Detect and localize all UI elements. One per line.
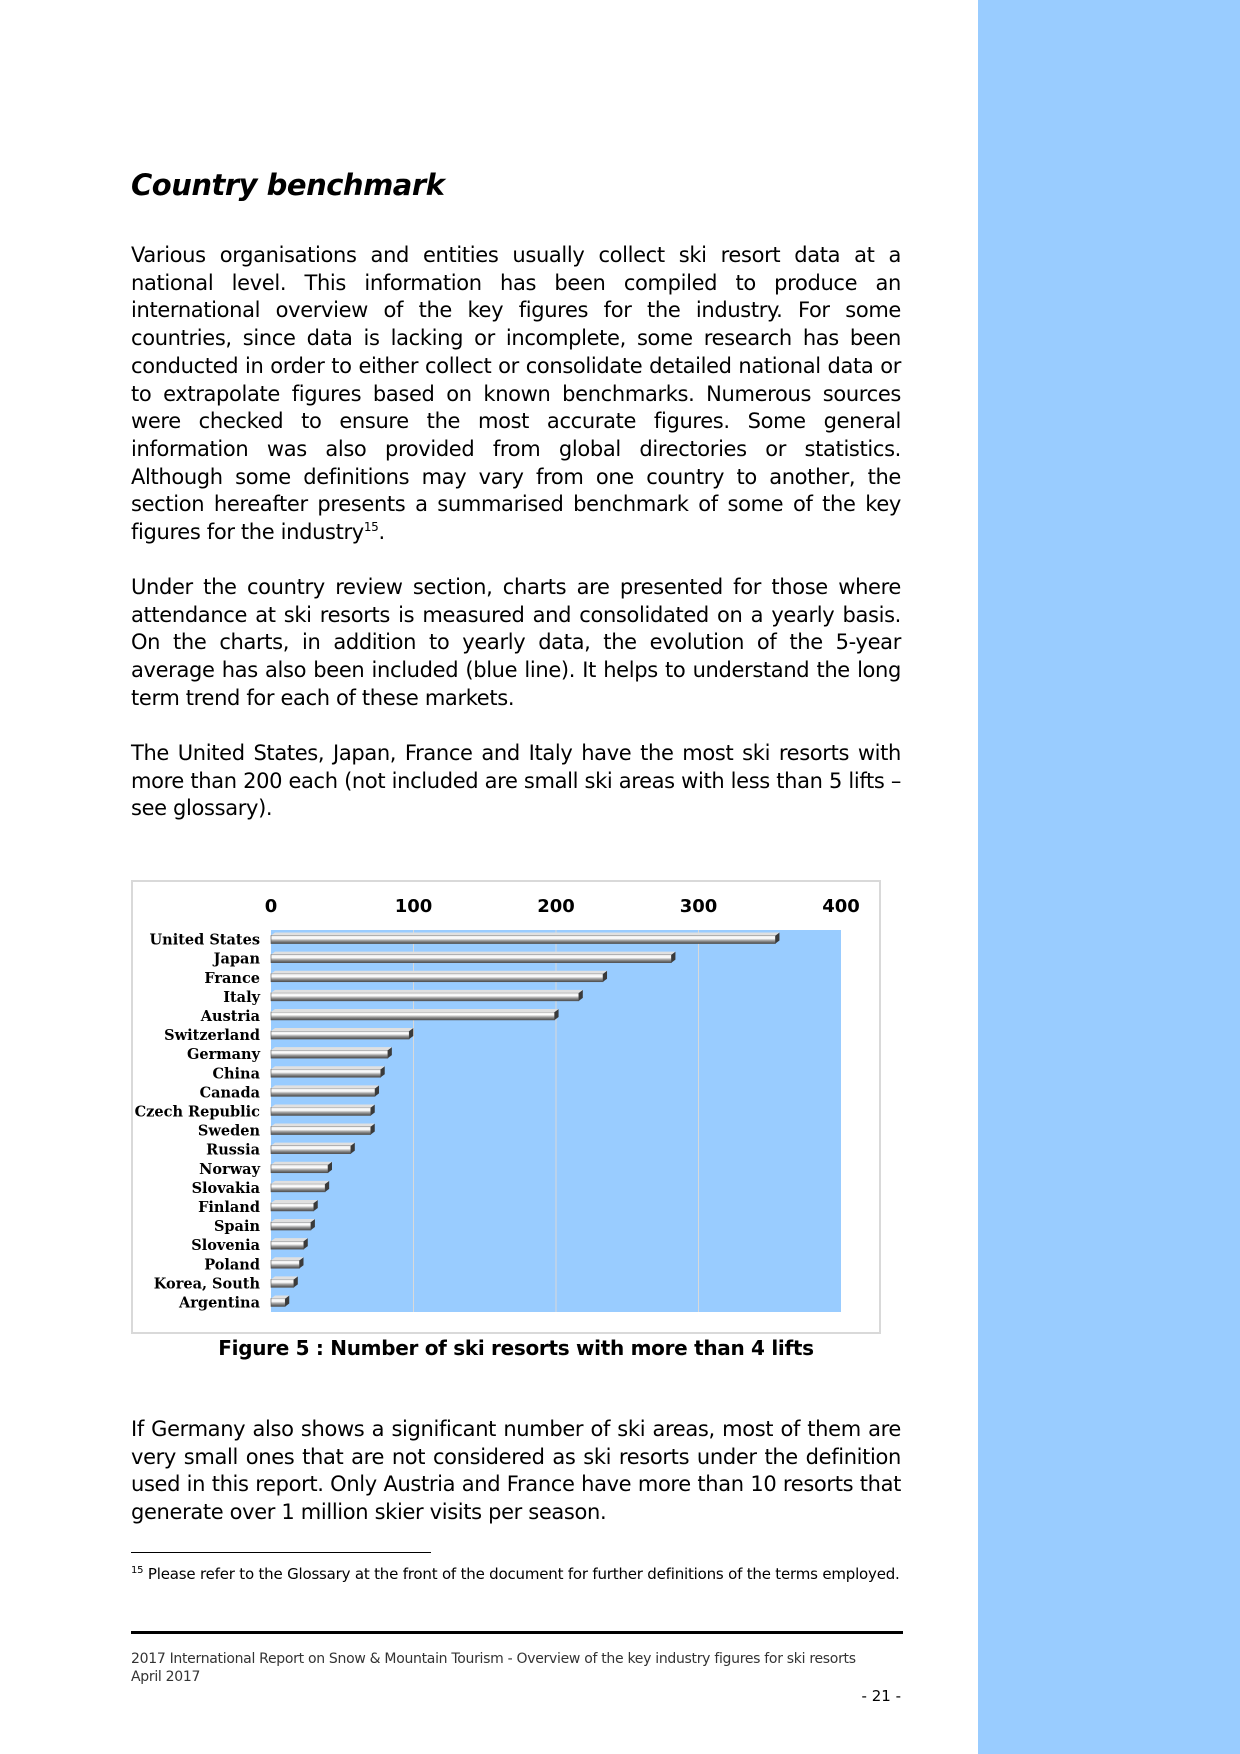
category-label: Switzerland xyxy=(164,1027,260,1045)
bar-top-face xyxy=(271,1143,355,1146)
bar xyxy=(271,936,775,944)
category-label: Korea, South xyxy=(153,1275,260,1293)
category-label: Czech Republic xyxy=(134,1103,260,1121)
bar xyxy=(271,1088,375,1096)
category-label: Slovenia xyxy=(191,1237,260,1255)
bar xyxy=(271,993,579,1001)
bar-top-face xyxy=(271,1219,315,1222)
category-label: United States xyxy=(149,931,260,949)
bar-top-face xyxy=(271,990,583,993)
chart-frame xyxy=(131,880,881,1334)
x-tick-label: 300 xyxy=(679,896,718,917)
category-label: France xyxy=(204,969,260,987)
bar-top-face xyxy=(271,1257,304,1260)
x-tick-label: 100 xyxy=(394,896,433,917)
bar-top-face xyxy=(271,1276,298,1279)
category-label: Sweden xyxy=(197,1122,260,1140)
category-label: Russia xyxy=(206,1141,260,1159)
category-label: China xyxy=(212,1065,260,1083)
bar xyxy=(271,1241,304,1249)
bar xyxy=(271,1298,285,1306)
bar xyxy=(271,1012,555,1020)
paragraph-country-review: Under the country review section, charts are presented for those where attendance at ski resorts is measured and consolidated on a yearly basis. On the charts, in addition to yearly data, the evolution of the 5-year average has also been included (blue line). It helps to understand the long term trend for each of these markets. xyxy=(131,575,901,710)
paragraph-germany: If Germany also shows a significant number of ski areas, most of them are very small ones that are not considered as ski resorts under the definition used in this report. Only Austria and France have more than 10 resorts that generate over 1 million skier visits per season. xyxy=(131,1417,901,1525)
footnote-divider xyxy=(131,1552,431,1553)
bar-top-face xyxy=(271,933,779,936)
footnote xyxy=(131,1564,901,1585)
bar xyxy=(271,1279,294,1287)
bar xyxy=(271,1165,328,1173)
x-tick-label: 200 xyxy=(537,896,575,917)
bar-top-face xyxy=(271,1104,375,1107)
category-label: Germany xyxy=(187,1046,260,1064)
category-label: Norway xyxy=(199,1160,260,1178)
footnote-text: Please refer to the Glossary at the front of the document for further definitions of the terms employed. xyxy=(147,1565,900,1583)
category-label: Poland xyxy=(204,1256,260,1274)
bar-top-face xyxy=(271,971,607,974)
paragraph-data-sources xyxy=(131,242,901,547)
category-label: Austria xyxy=(200,1007,260,1025)
bar-top-face xyxy=(271,1181,329,1184)
bar xyxy=(271,1069,381,1077)
x-tick-label: 0 xyxy=(264,896,278,917)
bar-top-face xyxy=(271,1124,375,1127)
footer-date: April 2017 xyxy=(131,1669,201,1685)
category-label: Finland xyxy=(198,1198,260,1216)
category-label: Italy xyxy=(223,988,260,1006)
paragraph-text: Various organisations and entities usually collect ski resort data at a national level. This information has been compiled to produce an international overview of the key figures for the industry. For some countries, since data is lacking or incomplete, some research has been conducted in order to either collect or consolidate detailed national data or to extrapolate figures based on known benchmarks. Numerous sources were checked to ensure the most accurate figures. Some general information was also provided from global directories or statistics. Although some definitions may vary from one country to another, the section hereafter presents a summarised benchmark of some of the key figures for the industry xyxy=(131,243,901,545)
page-side-band xyxy=(978,0,1240,1754)
bar-top-face xyxy=(271,1028,413,1031)
footer-report-title: 2017 International Report on Snow & Mountain Tourism - Overview of the key industry figures for ski resorts xyxy=(131,1651,856,1667)
paragraph-most-resorts: The United States, Japan, France and Italy have the most ski resorts with more than 200 each (not included are small ski areas with less than 5 lifts – see glossary). xyxy=(131,741,901,821)
bar-top-face xyxy=(271,1238,308,1241)
bar xyxy=(271,1260,300,1268)
bar xyxy=(271,974,603,982)
figure-caption: Figure 5 : Number of ski resorts with more than 4 lifts xyxy=(218,1336,814,1360)
bar xyxy=(271,1107,371,1115)
x-tick-label: 400 xyxy=(822,896,860,917)
page-number: - 21 - xyxy=(861,1687,901,1705)
footnote-number: 15 xyxy=(131,1565,144,1576)
footnote-reference: 15 xyxy=(363,520,379,535)
category-label: Canada xyxy=(199,1084,260,1102)
bar-top-face xyxy=(271,1009,559,1012)
section-title: Country benchmark xyxy=(131,168,445,202)
bar xyxy=(271,1222,311,1230)
category-label: Argentina xyxy=(179,1294,260,1312)
bar xyxy=(271,955,671,963)
bar-top-face xyxy=(271,1162,332,1165)
bar xyxy=(271,1146,351,1154)
category-label: Spain xyxy=(213,1218,260,1236)
bar xyxy=(271,1031,409,1039)
ski-resorts-bar-chart xyxy=(133,882,883,1336)
bar xyxy=(271,1050,388,1058)
bar-top-face xyxy=(271,1085,379,1088)
paragraph-end: . xyxy=(378,520,385,545)
footer-divider xyxy=(131,1631,903,1634)
category-label: Slovakia xyxy=(191,1179,260,1197)
bar-top-face xyxy=(271,1066,385,1069)
bar-top-face xyxy=(271,952,675,955)
category-label: Japan xyxy=(213,950,260,968)
bar xyxy=(271,1127,371,1135)
bar-top-face xyxy=(271,1200,318,1203)
bar xyxy=(271,1203,314,1211)
bar-top-face xyxy=(271,1047,392,1050)
bar xyxy=(271,1184,325,1192)
